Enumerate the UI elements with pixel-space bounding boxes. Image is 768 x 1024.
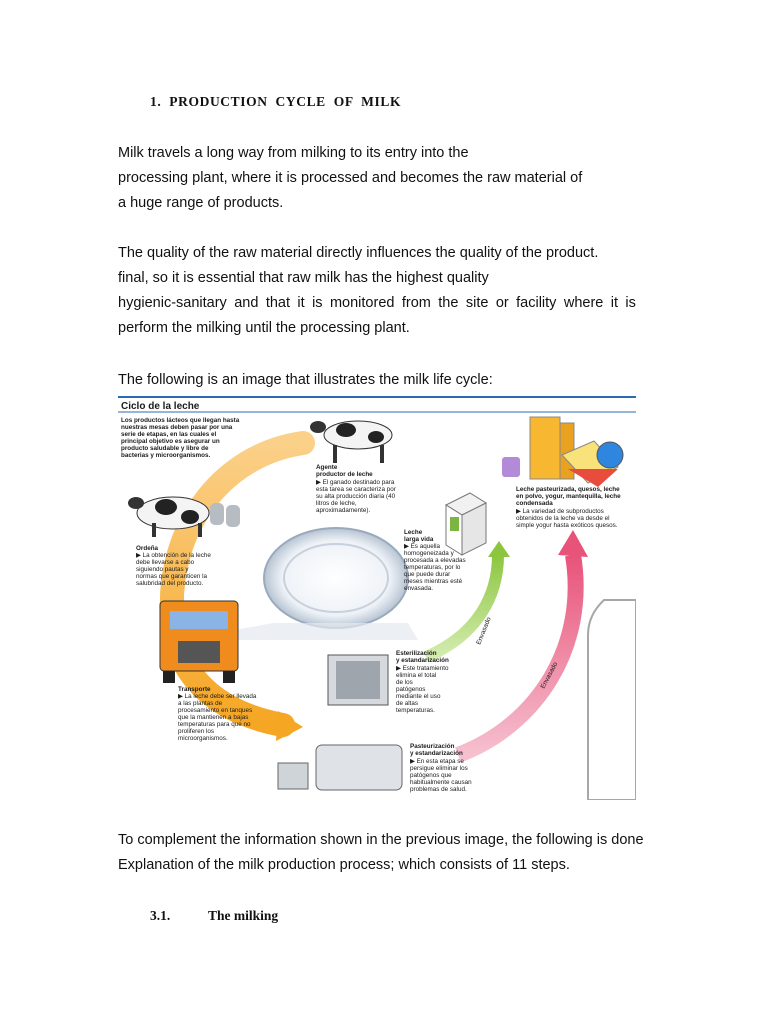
transport-title: Transporte xyxy=(178,686,211,693)
figure-intro-line: nuestras mesas deben pasar por una xyxy=(121,424,233,431)
pasteurization-title: Pasteurización xyxy=(410,743,455,750)
agent-text: esta tarea se caracteriza por xyxy=(316,486,396,493)
word: facility xyxy=(516,295,557,311)
subsection-heading xyxy=(150,908,278,924)
text-line: Explanation of the milk production process; which consists of 11 steps. xyxy=(118,857,570,873)
products-text: simple yogur hasta exóticos quesos. xyxy=(516,522,618,529)
subsection-number: 3.1. xyxy=(150,908,171,923)
image-intro-paragraph xyxy=(118,368,678,393)
agent-text: su alta producción diaria (40 xyxy=(316,493,396,500)
sterilizer-machine-icon xyxy=(328,655,388,705)
figure-intro-line: Los productos lácteos que llegan hasta xyxy=(121,417,240,424)
pasteurization-text: ▶ En esta etapa se xyxy=(410,758,464,765)
word: from xyxy=(401,295,431,311)
word: is xyxy=(312,295,323,311)
milking-text: debe llevarse a cabo xyxy=(136,559,195,566)
complement-paragraph xyxy=(118,828,678,878)
text-line: a huge range of products. xyxy=(118,195,284,211)
word: monitored xyxy=(329,295,395,311)
word: is xyxy=(625,295,636,311)
products-text: ▶ La variedad de subproductos xyxy=(516,508,604,515)
transport-text: ▶ La leche debe ser llevada xyxy=(178,693,257,700)
agent-title: productor de leche xyxy=(316,471,373,478)
longlife-text: temperaturas, por lo xyxy=(404,564,461,571)
sterilization-text: ▶ Este tratamiento xyxy=(396,665,449,672)
products-title: en polvo, yogur, mantequilla, leche xyxy=(516,493,621,500)
sterilization-text: de los xyxy=(396,679,413,686)
agent-text: aproximadamente). xyxy=(316,507,371,514)
pasteurization-text: patógenos que xyxy=(410,772,452,779)
text-line: To complement the information shown in the previous image, the following is done xyxy=(118,832,644,848)
word: the xyxy=(438,295,459,311)
longlife-text: homogeneizada y xyxy=(404,550,454,557)
longlife-text: ▶ Es aquella xyxy=(404,543,440,550)
arrow-label-green: Envasado xyxy=(475,616,493,646)
truck-icon xyxy=(160,601,238,683)
intro-paragraph xyxy=(118,141,678,216)
figure-intro-line: producto saludable y libre de xyxy=(121,445,209,452)
pasteurization-text: habitualmente causan xyxy=(410,779,472,786)
transport-text: procesamiento en tanques xyxy=(178,707,253,714)
sterilization-text: patógenos xyxy=(396,686,426,693)
figure-title: Ciclo de la leche xyxy=(121,401,200,412)
milking-text: salubridad del producto. xyxy=(136,580,204,587)
text-line: The following is an image that illustrates the milk life cycle: xyxy=(118,372,493,388)
text-line: processing plant, where it is processed and becomes the raw material of xyxy=(118,170,583,186)
pasteurization-title: y estandarización xyxy=(410,750,463,757)
word: and xyxy=(234,295,259,311)
text-line: perform the milking until the processing plant. xyxy=(118,320,410,336)
word: or xyxy=(495,295,509,311)
longlife-text: meses mientras esté xyxy=(404,578,463,585)
word: where xyxy=(563,295,604,311)
milking-text: siguiendo pautas y xyxy=(136,566,189,573)
transport-text: proliferen los xyxy=(178,728,215,735)
longlife-text: que puede durar xyxy=(404,571,451,578)
milk-carton-icon xyxy=(446,493,486,555)
word: site xyxy=(465,295,489,311)
agent-text: litros de leche, xyxy=(316,500,357,507)
products-title: condensada xyxy=(516,500,553,507)
transport-text: microorganismos. xyxy=(178,735,228,742)
figure-intro-line: bacterias y microorganismos. xyxy=(121,452,211,459)
figure-intro-line: principal objetivo es asegurar un xyxy=(121,438,220,445)
longlife-title: larga vida xyxy=(404,536,434,543)
text-line-justified xyxy=(118,291,636,316)
text-line: final, so it is essential that raw milk has the highest quality xyxy=(118,270,489,286)
word: hygienic-sanitary xyxy=(118,295,227,311)
figure-intro-line: serie de etapas, en las cuales el xyxy=(121,431,217,438)
text-line: The quality of the raw material directly influences the quality of the product. xyxy=(118,245,599,261)
sterilization-title: y estandarización xyxy=(396,657,449,664)
text-line: Milk travels a long way from milking to its entry into the xyxy=(118,145,469,161)
section-heading: 1. PRODUCTION CYCLE OF MILK xyxy=(150,94,402,109)
pasteurization-text: persigue eliminar los xyxy=(410,765,468,772)
milking-text: normas que garanticen la xyxy=(136,573,208,580)
sterilization-text: elimina el total xyxy=(396,672,437,679)
agent-text: ▶ El ganado destinado para xyxy=(316,479,395,486)
word: that xyxy=(265,295,291,311)
milking-text: ▶ La obtención de la leche xyxy=(136,552,211,559)
products-text: obtenidos de la leche va desde el xyxy=(516,515,610,522)
longlife-text: procesada a elevadas xyxy=(404,557,466,564)
transport-text: que la mantienen a bajas xyxy=(178,714,249,721)
word: it xyxy=(297,295,305,311)
agent-title: Agente xyxy=(316,464,338,471)
longlife-text: envasada. xyxy=(404,585,434,592)
longlife-title: Leche xyxy=(404,529,423,536)
products-title: Leche pasteurizada, quesos, leche xyxy=(516,486,620,493)
sterilization-title: Esterilización xyxy=(396,650,437,657)
pasteurization-text: problemas de salud. xyxy=(410,786,467,793)
quality-paragraph xyxy=(118,241,678,341)
milk-cycle-diagram xyxy=(118,395,636,800)
word: it xyxy=(610,295,618,311)
milk-cycle-figure xyxy=(118,395,636,800)
arrow-label-pink: Envasado xyxy=(539,661,560,690)
milking-title: Ordeña xyxy=(136,545,159,552)
sterilization-text: temperaturas. xyxy=(396,707,435,714)
subsection-title: The milking xyxy=(208,908,279,923)
sterilization-text: mediante el uso xyxy=(396,693,441,700)
transport-text: temperaturas para que no xyxy=(178,721,251,728)
transport-text: a las plantas de xyxy=(178,700,223,707)
sterilization-text: de altas xyxy=(396,700,419,707)
